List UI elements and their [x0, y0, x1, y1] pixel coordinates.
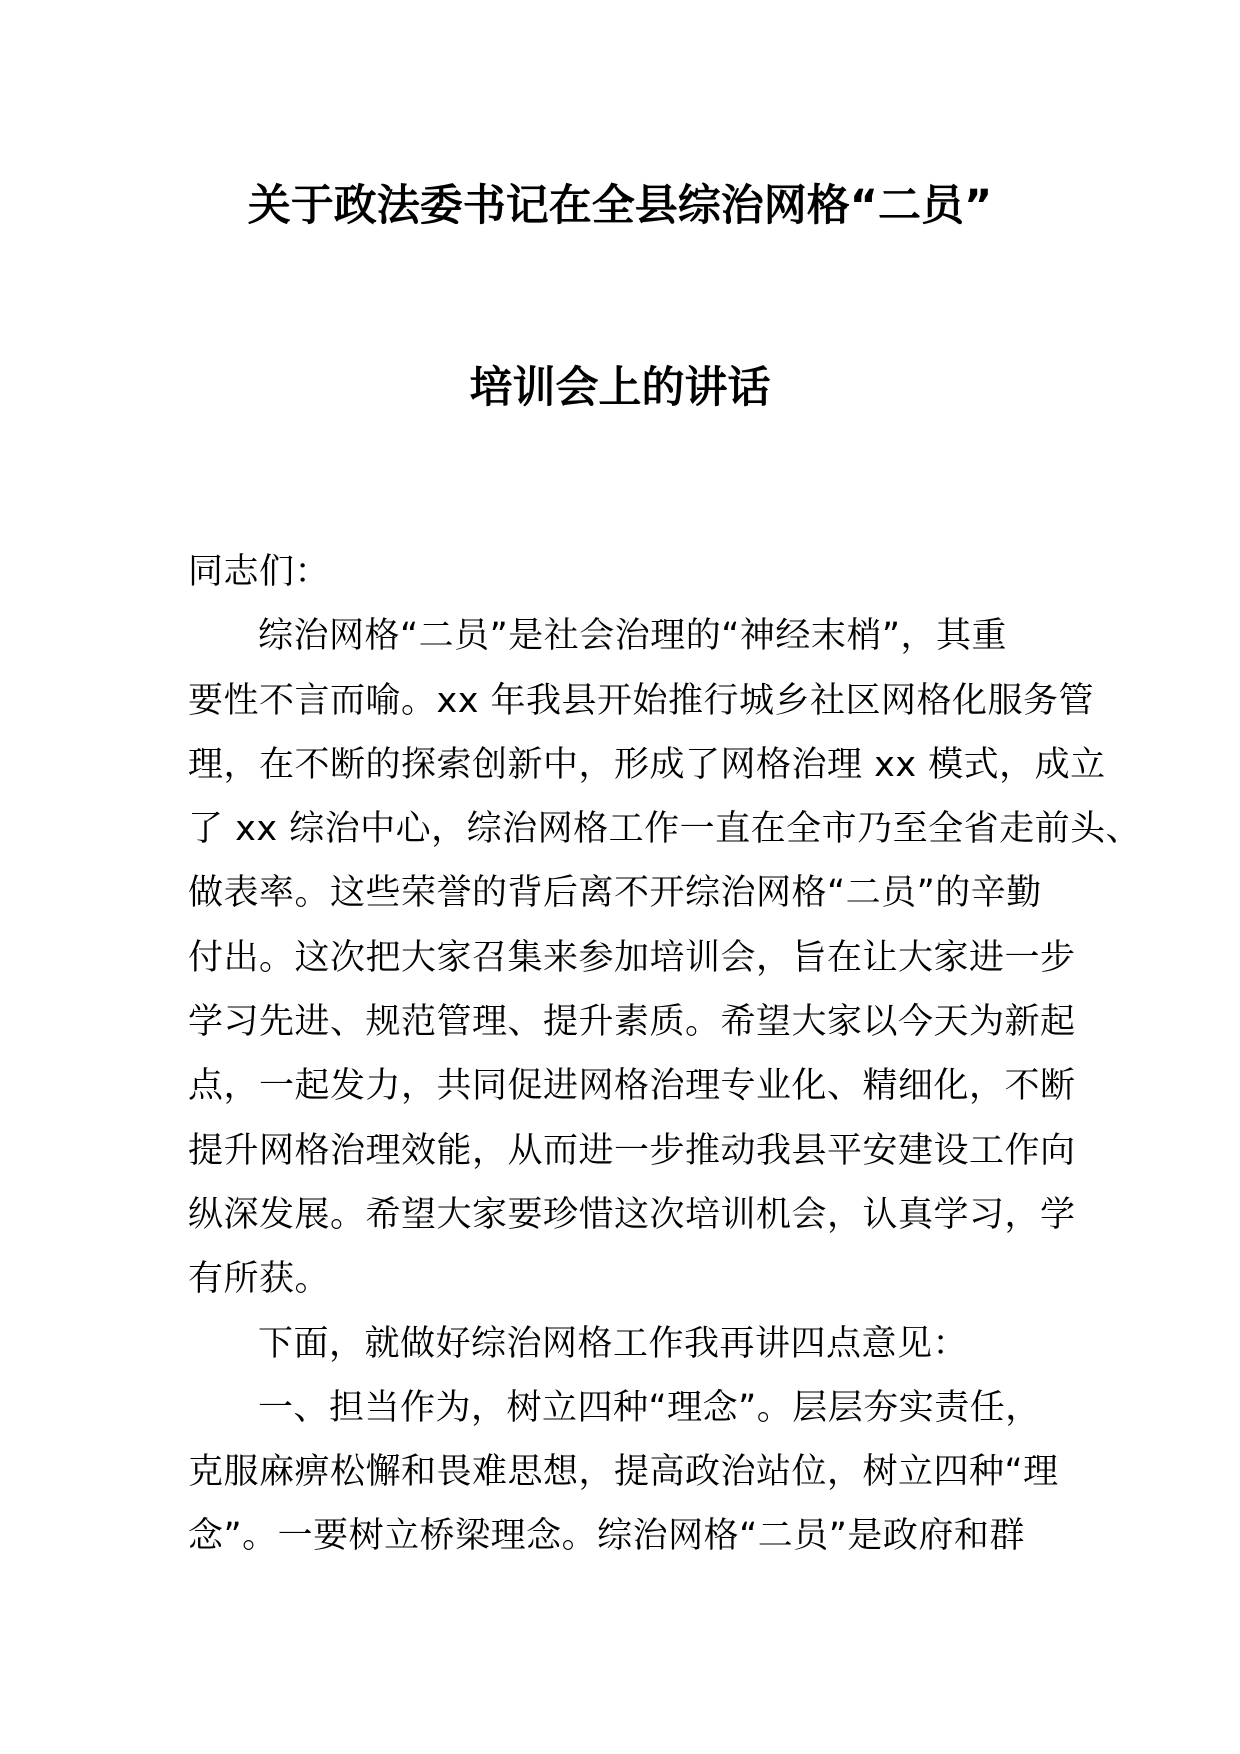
paragraph-1-line: 做表率。这些荣誉的背后离不开综治网格“二员”的辛勤 — [188, 873, 1042, 914]
paragraph-3-line: 一、担当作为，树立四种“理念”。层层夯实责任， — [258, 1387, 1041, 1428]
paragraph-2-line: 下面，就做好综治网格工作我再讲四点意见： — [258, 1323, 969, 1364]
document-title-line-2: 培训会上的讲话 — [469, 363, 771, 413]
paragraph-1-line: 有所获。 — [188, 1259, 331, 1300]
paragraph-1 — [188, 604, 1142, 1311]
salutation-text: 同志们： — [188, 552, 331, 592]
paragraph-1-line: 了 xx 综治中心，综治网格工作一直在全市乃至全省走前头、 — [188, 809, 1142, 850]
paragraph-1-line: 学习先进、规范管理、提升素质。希望大家以今天为新起 — [188, 1002, 1076, 1043]
paragraph-3-line: 念”。一要树立桥梁理念。综治网格“二员”是政府和群 — [188, 1516, 1025, 1557]
paragraph-1-line: 理，在不断的探索创新中，形成了网格治理 xx 模式，成立 — [188, 744, 1106, 785]
paragraph-1-line: 纵深发展。希望大家要珍惜这次培训机会，认真学习，学 — [188, 1194, 1076, 1235]
paragraph-1-line: 点，一起发力，共同促进网格治理专业化、精细化，不断 — [188, 1066, 1076, 1107]
paragraph-2 — [188, 1312, 1058, 1376]
paragraph-1-line: 综治网格“二员”是社会治理的“神经末梢”，其重 — [258, 616, 1008, 657]
paragraph-1-line: 付出。这次把大家召集来参加培训会，旨在让大家进一步 — [188, 937, 1076, 978]
paragraph-1-line: 要性不言而喻。xx 年我县开始推行城乡社区网格化服务管 — [188, 680, 1095, 721]
document-title-line-1: 关于政法委书记在全县综治网格“二员” — [247, 181, 993, 231]
paragraph-3 — [188, 1376, 1058, 1569]
document-body — [188, 540, 1142, 1569]
paragraph-3-line: 克服麻痹松懈和畏难思想，提高政治站位，树立四种“理 — [188, 1452, 1059, 1493]
salutation — [188, 540, 1058, 604]
paragraph-1-line: 提升网格治理效能，从而进一步推动我县平安建设工作向 — [188, 1130, 1076, 1171]
